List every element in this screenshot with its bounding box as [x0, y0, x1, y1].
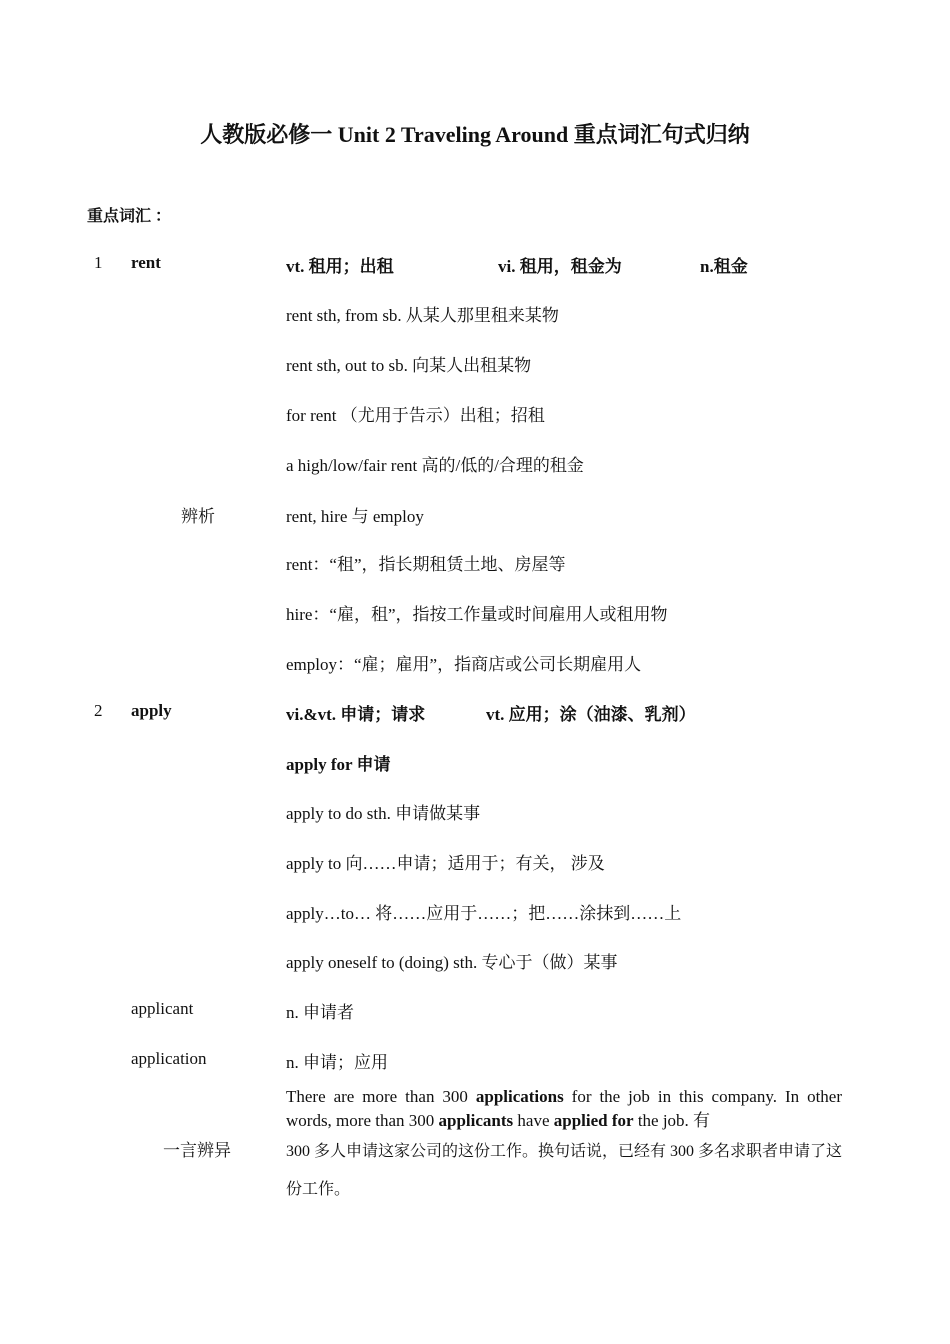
example-text: for the job in this company. In other words, more than 300 — [286, 1087, 842, 1130]
example-text: the job. 有 — [633, 1111, 711, 1130]
phrase-line: for rent （尤用于告示）出租；招租 — [286, 406, 545, 425]
phrase-line: apply oneself to (doing) sth. 专心于（做）某事 — [286, 953, 618, 972]
derived-word: applicant — [131, 999, 194, 1018]
entry-word: apply — [131, 701, 172, 720]
pos-n: n.租金 — [700, 257, 748, 276]
example-bold: applicants — [438, 1111, 514, 1130]
entry-number: 2 — [94, 701, 103, 720]
phrase-line: a high/low/fair rent 高的/低的/合理的租金 — [286, 456, 584, 475]
derived-meaning: n. 申请者 — [286, 1003, 354, 1022]
pos-vt: vt. 租用；出租 — [286, 257, 394, 276]
phrase-line: apply…to… 将……应用于……；把……涂抹到……上 — [286, 904, 682, 923]
bold-phrase: apply for 申请 — [286, 755, 391, 774]
entry-number: 1 — [94, 253, 103, 272]
example-label: 一言辨异 — [163, 1141, 231, 1160]
page-title: 人教版必修一 Unit 2 Traveling Around 重点词汇句式归纳 — [200, 122, 750, 147]
pos-vi: vi. 租用，租金为 — [498, 257, 622, 276]
example-text: There are more than 300 — [286, 1087, 476, 1106]
entry-word: rent — [131, 253, 161, 272]
note-line: rent：“租”，指长期租赁土地、房屋等 — [286, 555, 566, 574]
note-label: 辨析 — [181, 507, 215, 526]
section-heading: 重点词汇 ： — [87, 208, 172, 225]
pos-vi-vt: vi.&vt. 申请；请求 — [286, 705, 426, 724]
example-paragraph — [286, 1085, 842, 1209]
phrase-line: apply to do sth. 申请做某事 — [286, 804, 481, 823]
example-text: have — [513, 1111, 554, 1130]
phrase-line: apply to 向……申请；适用于；有关， 涉及 — [286, 854, 605, 873]
derived-meaning: n. 申请；应用 — [286, 1053, 388, 1072]
note-line: rent, hire 与 employ — [286, 507, 424, 526]
example-bold: applied for — [553, 1111, 634, 1130]
note-line: hire：“雇，租”，指按工作量或时间雇用人或租用物 — [286, 605, 668, 624]
phrase-line: rent sth, from sb. 从某人那里租来某物 — [286, 306, 559, 325]
example-translation: 300 多人申请这家公司的这份工作。换句话说，已经有 300 多名求职者申请了这份工作。 — [286, 1143, 843, 1198]
phrase-line: rent sth, out to sb. 向某人出租某物 — [286, 356, 532, 375]
example-bold: applications — [475, 1087, 564, 1106]
pos-vt: vt. 应用；涂（油漆、乳剂） — [486, 705, 696, 724]
derived-word: application — [131, 1049, 207, 1068]
note-line: employ：“雇；雇用”，指商店或公司长期雇用人 — [286, 655, 642, 674]
